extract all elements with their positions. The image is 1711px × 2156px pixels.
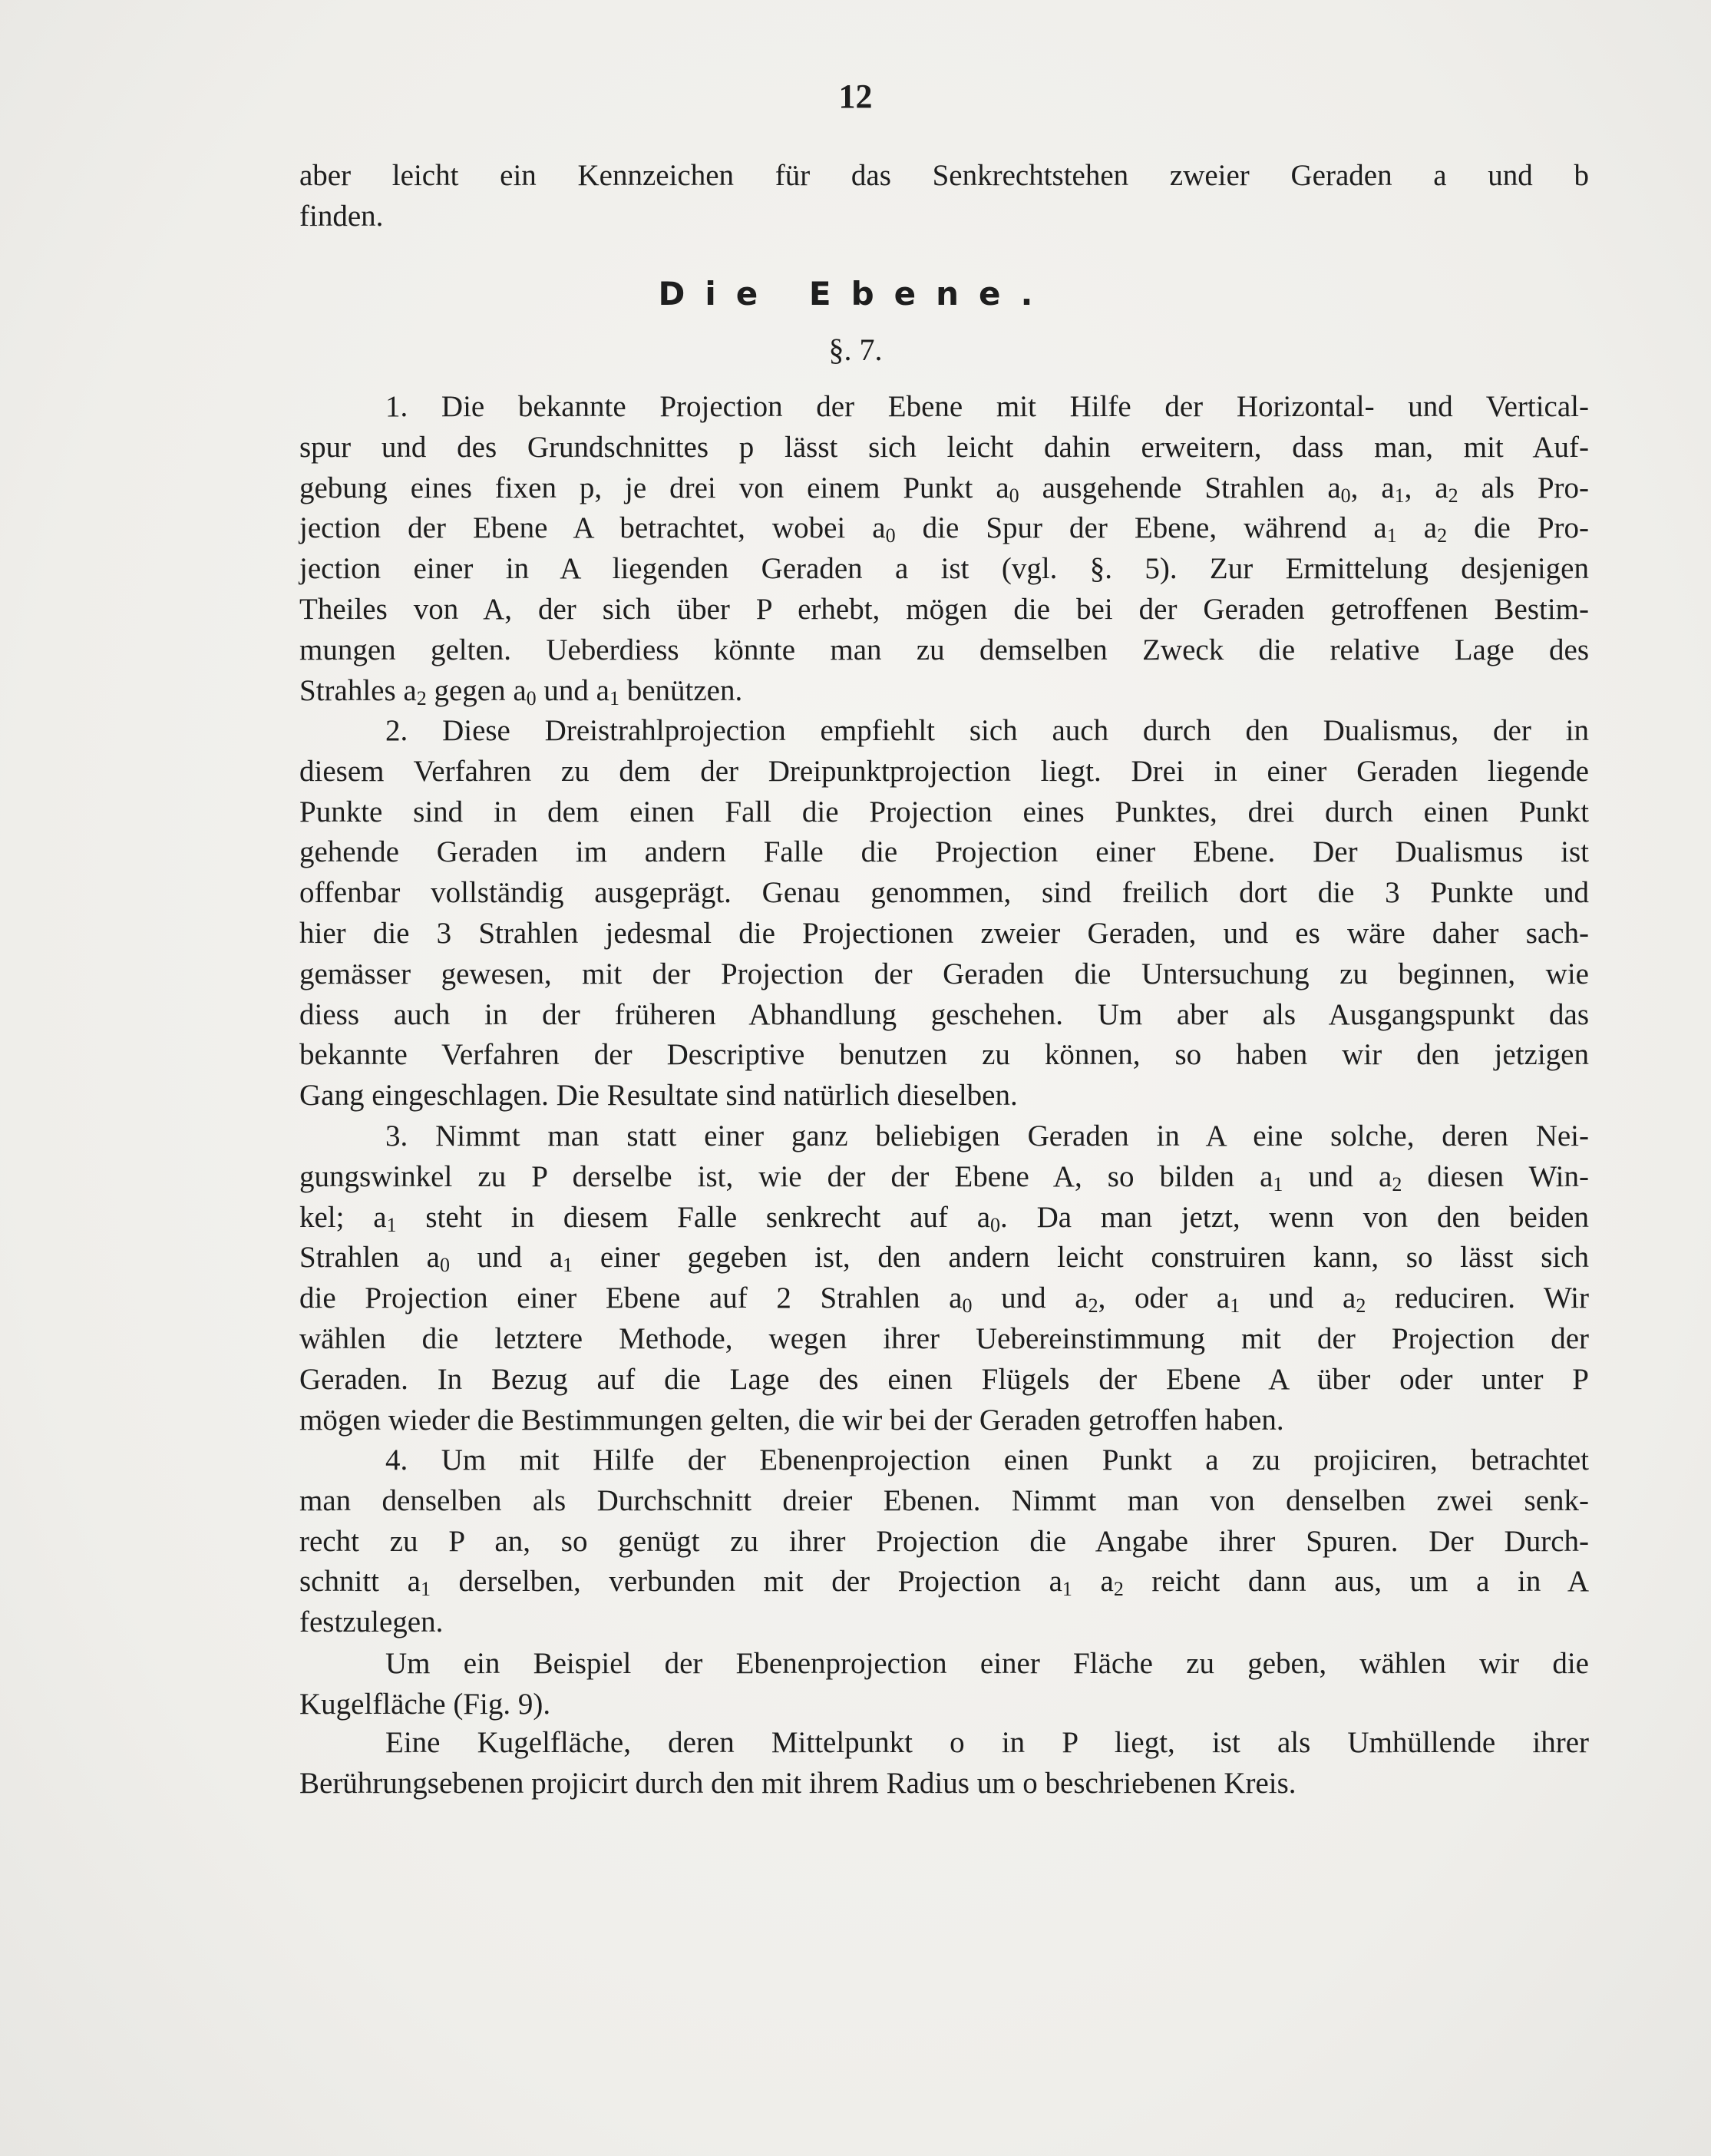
text-line: festzulegen. xyxy=(299,1605,444,1639)
intro-paragraph xyxy=(299,156,1589,237)
paragraph-5 xyxy=(299,1644,1589,1725)
text-line: Kugelfläche (Fig. 9). xyxy=(299,1687,551,1721)
text-line: bekannte Verfahren der Descriptive benutzen zu können, so haben wir den jetzigen xyxy=(299,1038,1589,1072)
text-line: Berührungsebenen projicirt durch den mit ihrem Radius um o beschriebenen Kreis. xyxy=(299,1766,1296,1800)
text-line: hier die 3 Strahlen jedesmal die Projectionen zweier Geraden, und es wäre daher sach- xyxy=(299,916,1589,950)
text-line: jection der Ebene A betrachtet, wobei $a_0$ die Spur der Ebene, während $a_1$ $a_2$ die Pro- xyxy=(299,511,1590,547)
text-line: gemässer gewesen, mit der Projection der Geraden die Untersuchung zu beginnen, wie xyxy=(299,957,1589,990)
section-number: §. 7. xyxy=(828,332,883,367)
text-line: Theiles von A, der sich über P erhebt, mögen die bei der Geraden getroffenen Bestim- xyxy=(299,592,1589,626)
paragraph-4 xyxy=(299,1440,1589,1643)
text-line: die Projection einer Ebene auf 2 Strahlen $a_0$ und $a_2$, oder $a_1$ und $a_2$ reduciren. Wir xyxy=(299,1281,1589,1318)
text-line: Geraden. In Bezug auf die Lage des einen Flügels der Ebene A über oder unter P xyxy=(299,1362,1589,1396)
text-line: 2. Diese Dreistrahlprojection empfiehlt sich auch durch den Dualismus, der in xyxy=(385,714,1589,747)
text-line: mögen wieder die Bestimmungen gelten, die wir bei der Geraden getroffen haben. xyxy=(299,1403,1284,1437)
text-line: Gang eingeschlagen. Die Resultate sind natürlich dieselben. xyxy=(299,1079,1018,1113)
text-line: gebung eines fixen p, je drei von einem Punkt $a_0$ ausgehende Strahlen $a_0$, $a_1$, $a_2$ als Pro- xyxy=(299,471,1589,507)
text-line: 1. Die bekannte Projection der Ebene mit Hilfe der Horizontal- und Vertical- xyxy=(385,390,1589,423)
section-title: Die Ebene. xyxy=(658,275,1053,312)
paragraph-3 xyxy=(299,1116,1589,1440)
text-line: jection einer in A liegenden Geraden a ist (vgl. §. 5). Zur Ermittelung desjenigen xyxy=(299,552,1589,586)
text-line: diesem Verfahren zu dem der Dreipunktprojection liegt. Drei in einer Geraden liegende xyxy=(299,754,1589,788)
text-line: 4. Um mit Hilfe der Ebenenprojection einen Punkt a zu projiciren, betrachtet xyxy=(385,1443,1589,1476)
text-line: diess auch in der früheren Abhandlung geschehen. Um aber als Ausgangspunkt das xyxy=(299,997,1589,1031)
text-line: spur und des Grundschnittes p lässt sich leicht dahin erweitern, dass man, mit Auf- xyxy=(299,430,1589,464)
text-line: Punkte sind in dem einen Fall die Projection eines Punktes, drei durch einen Punkt xyxy=(299,795,1589,828)
text-line: recht zu P an, so genügt zu ihrer Projection die Angabe ihrer Spuren. Der Durch- xyxy=(299,1524,1589,1558)
text-line: kel; $a_1$ steht in diesem Falle senkrecht auf $a_0$. Da man jetzt, wenn von den beiden xyxy=(299,1200,1589,1236)
text-line: offenbar vollständig ausgeprägt. Genau genommen, sind freilich dort die 3 Punkte und xyxy=(299,876,1589,910)
text-line: Eine Kugelfläche, deren Mittelpunkt o in P liegt, ist als Umhüllende ihrer xyxy=(385,1726,1589,1759)
paragraph-1 xyxy=(299,387,1589,711)
text-line: wählen die letztere Methode, wegen ihrer Uebereinstimmung mit der Projection der xyxy=(299,1321,1589,1355)
text-line: schnitt $a_1$ derselben, verbunden mit der Projection $a_1$ $a_2$ reicht dann aus, um a in A xyxy=(299,1565,1589,1601)
text-line: Um ein Beispiel der Ebenenprojection einer Fläche zu geben, wählen wir die xyxy=(385,1647,1589,1680)
text-line: Strahlen $a_0$ und $a_1$ einer gegeben ist, den andern leicht construiren kann, so lässt sich xyxy=(299,1241,1590,1277)
paragraph-6 xyxy=(299,1723,1589,1804)
text-line: 3. Nimmt man statt einer ganz beliebigen Geraden in A eine solche, deren Nei- xyxy=(385,1119,1589,1152)
text-line: gungswinkel zu P derselbe ist, wie der der Ebene A, so bilden $a_1$ und $a_2$ diesen Win- xyxy=(299,1159,1590,1195)
text-line: finden. xyxy=(299,199,384,233)
text-line: aber leicht ein Kennzeichen für das Senkrechtstehen zweier Geraden a und b xyxy=(299,159,1589,192)
paragraph-2 xyxy=(299,711,1589,1116)
text-line: man denselben als Durchschnitt dreier Ebenen. Nimmt man von denselben zwei senk- xyxy=(299,1483,1589,1517)
text-line: gehende Geraden im andern Falle die Projection einer Ebene. Der Dualismus ist xyxy=(299,835,1589,869)
text-line: Strahles $a_2$ gegen $a_0$ und $a_1$ benützen. xyxy=(299,673,743,709)
page-number: 12 xyxy=(838,78,873,115)
text-line: mungen gelten. Ueberdiess könnte man zu demselben Zweck die relative Lage des xyxy=(299,633,1589,666)
